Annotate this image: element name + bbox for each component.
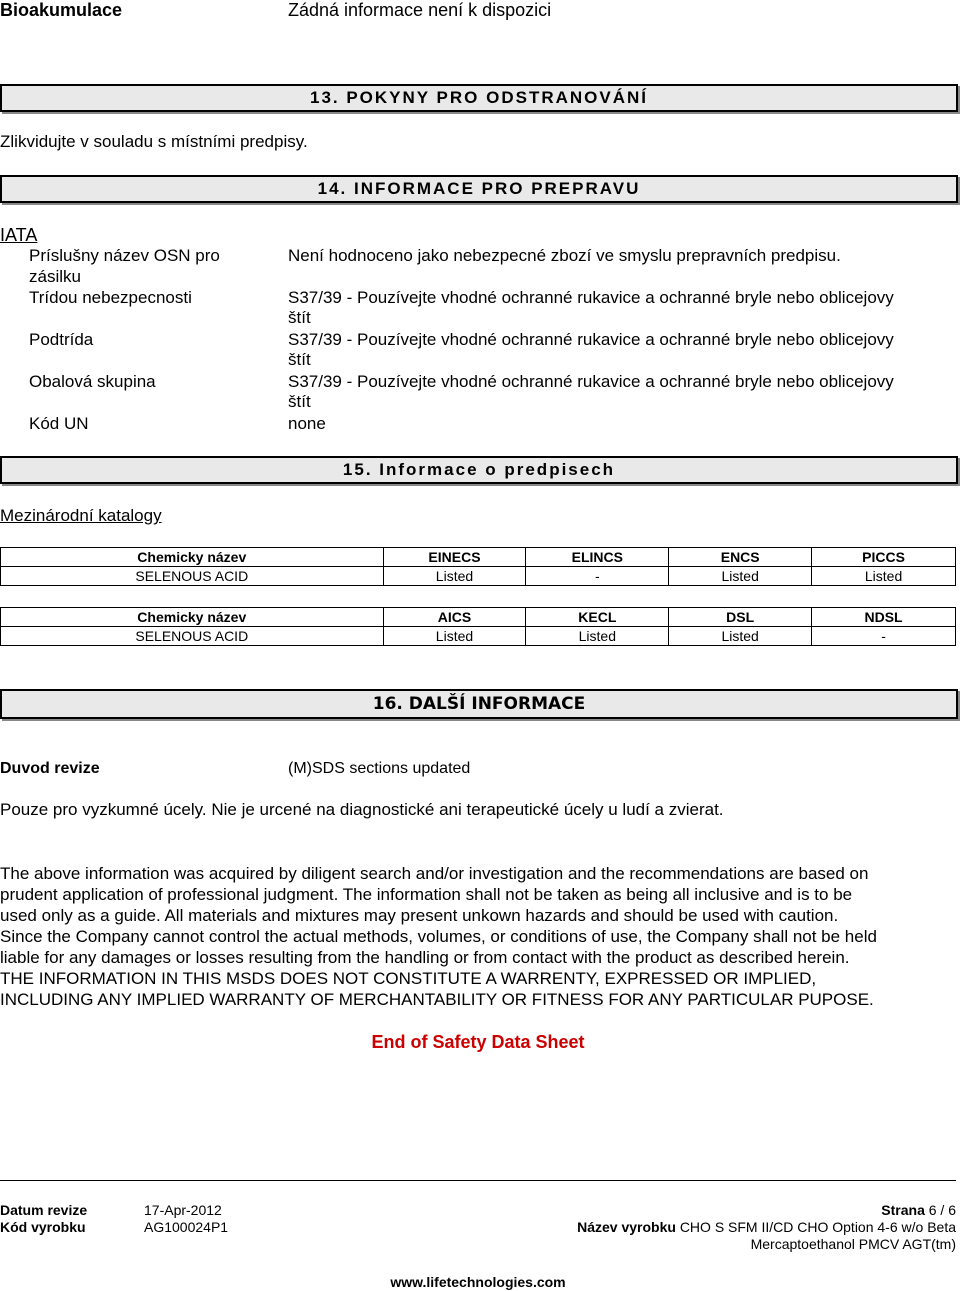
- table-cell: SELENOUS ACID: [1, 627, 384, 646]
- table-header: PICCS: [812, 548, 956, 567]
- table-header: KECL: [526, 608, 669, 627]
- table-cell: Listed: [669, 627, 812, 646]
- table-header: DSL: [669, 608, 812, 627]
- transport-label-subclass: Podtrída: [29, 330, 94, 349]
- footer-page: [881, 1202, 956, 1218]
- disclaimer-line: Since the Company cannot control the actual methods, volumes, or conditions of use, the Company shall not be held: [0, 927, 877, 946]
- transport-label-un-name: Príslušny název OSN pro: [29, 246, 220, 265]
- table-header: ENCS: [669, 548, 812, 567]
- bioaccumulation-label: Bioakumulace: [0, 0, 123, 20]
- footer-revision-date: 17-Apr-2012: [144, 1202, 222, 1218]
- disclaimer-line: INCLUDING ANY IMPLIED WARRANTY OF MERCHANTABILITY OR FITNESS FOR ANY PARTICULAR PUPOSE.: [0, 990, 874, 1009]
- table-cell: -: [812, 627, 956, 646]
- footer-product-name-line1: CHO S SFM II/CD CHO Option 4-6 w/o Beta: [679, 1219, 956, 1235]
- disclaimer-line: used only as a guide. All materials and mixtures may present unkown hazards and should be used with caution.: [0, 906, 839, 925]
- footer-divider: [0, 1180, 956, 1181]
- iata-heading: IATA: [0, 225, 38, 245]
- table-header: NDSL: [812, 608, 956, 627]
- table-header: Chemicky název: [1, 608, 384, 627]
- footer-product-name-line2: Mercaptoethanol PMCV AGT(tm): [750, 1236, 956, 1252]
- footer-product-name: [577, 1219, 956, 1235]
- disclaimer-line: liable for any damages or losses resulting from the handling or from contact with the product as described herein.: [0, 948, 850, 967]
- transport-label-un-code: Kód UN: [29, 414, 89, 433]
- transport-label-packing-group: Obalová skupina: [29, 372, 156, 391]
- disclaimer-line: THE INFORMATION IN THIS MSDS DOES NOT CONSTITUTE A WARRENTY, EXPRESSED OR IMPLIED,: [0, 969, 817, 988]
- transport-value-packing-group: S37/39 - Pouzívejte vhodné ochranné rukavice a ochranné bryle nebo oblicejovy: [288, 372, 894, 391]
- table-header: EINECS: [383, 548, 526, 567]
- table-cell: Listed: [526, 627, 669, 646]
- disclaimer-line: The above information was acquired by diligent search and/or investigation and the recommendations are based on: [0, 864, 869, 883]
- transport-value-un-name: Není hodnoceno jako nebezpecné zbozí ve smyslu prepravních predpisu.: [288, 246, 841, 265]
- transport-label-hazard-class: Trídou nebezpecnosti: [29, 288, 192, 307]
- revision-reason-value: (M)SDS sections updated: [288, 760, 471, 777]
- table-cell: -: [526, 567, 669, 586]
- research-use-only: Pouze pro vyzkumné úcely. Nie je urcené na diagnostické ani terapeutické úcely u ludí a zvierat.: [0, 800, 724, 819]
- disclaimer-text: [0, 863, 956, 1010]
- table-row: [1, 567, 956, 586]
- catalog-table-2: [0, 607, 956, 646]
- footer-revision-date-label: Datum revize: [0, 1202, 88, 1218]
- table-header-row: [1, 608, 956, 627]
- transport-value-subclass: S37/39 - Pouzívejte vhodné ochranné rukavice a ochranné bryle nebo oblicejovy: [288, 330, 894, 349]
- table-header-row: [1, 548, 956, 567]
- table-header: AICS: [383, 608, 526, 627]
- table-cell: Listed: [383, 627, 526, 646]
- footer-website[interactable]: www.lifetechnologies.com: [390, 1274, 566, 1290]
- section-13-title: 13. POKYNY PRO ODSTRANOVÁNÍ: [0, 84, 958, 112]
- transport-label-un-name-cont: zásilku: [29, 267, 81, 286]
- transport-value-hazard-class-cont: štít: [288, 308, 311, 327]
- table-row: [1, 627, 956, 646]
- end-of-sds: End of Safety Data Sheet: [371, 1032, 585, 1052]
- table-cell: Listed: [383, 567, 526, 586]
- section-14-title: 14. INFORMACE PRO PREPRAVU: [0, 175, 958, 203]
- disclaimer-line: prudent application of professional judgment. The information shall not be taken as being all inclusive and is to be: [0, 885, 853, 904]
- transport-value-hazard-class: S37/39 - Pouzívejte vhodné ochranné rukavice a ochranné bryle nebo oblicejovy: [288, 288, 894, 307]
- table-header: Chemicky název: [1, 548, 384, 567]
- table-cell: Listed: [812, 567, 956, 586]
- disposal-text: Zlikvidujte v souladu s místními predpisy.: [0, 132, 308, 151]
- footer-page-value: 6 / 6: [928, 1202, 956, 1218]
- section-16-title: 16. DALŠÍ INFORMACE: [0, 689, 958, 719]
- table-header: ELINCS: [526, 548, 669, 567]
- section-15-title: 15. Informace o predpisech: [0, 456, 958, 484]
- transport-value-subclass-cont: štít: [288, 350, 311, 369]
- transport-value-packing-group-cont: štít: [288, 392, 311, 411]
- footer-product-code-label: Kód vyrobku: [0, 1219, 86, 1235]
- footer-product-name-label: Název vyrobku: [577, 1219, 676, 1235]
- revision-reason-label: Duvod revize: [0, 760, 100, 777]
- footer-page-label: Strana: [881, 1202, 925, 1218]
- footer-product-code: AG100024P1: [144, 1219, 229, 1235]
- table-cell: Listed: [669, 567, 812, 586]
- catalog-table-1: [0, 547, 956, 586]
- bioaccumulation-value: Zádná informace není k dispozici: [288, 0, 552, 20]
- international-catalogs-label: Mezinárodní katalogy: [0, 506, 162, 525]
- table-cell: SELENOUS ACID: [1, 567, 384, 586]
- transport-value-un-code: none: [288, 414, 326, 433]
